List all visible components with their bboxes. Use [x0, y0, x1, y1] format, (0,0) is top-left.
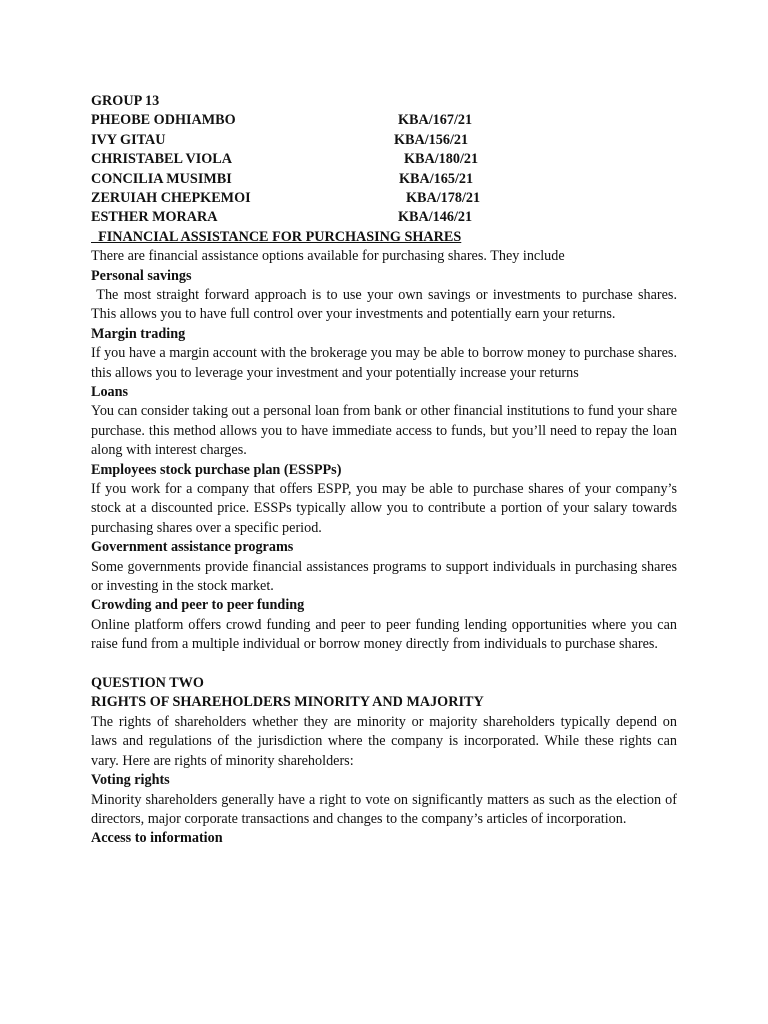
paragraph-espp: If you work for a company that offers ESPP, you may be able to purchase shares of your company’s stock at a discounted price. ESSPs typically allow you to contribute a portion of your salary towards purchasing shares over a specific period. — [91, 481, 677, 536]
member-name: CONCILIA MUSIMBI — [91, 170, 232, 187]
paragraph-voting-rights: Minority shareholders generally have a right to vote on significantly matters as such as the election of directors, major corporate transactions and changes to the company’s articles of incorporation. — [91, 791, 677, 827]
member-reg-number: KBA/165/21 — [399, 170, 474, 187]
subheading-access-to-information: Access to information — [91, 830, 223, 847]
member-row — [91, 189, 677, 208]
paragraph-crowd-funding: Online platform offers crowd funding and peer to peer funding lending opportunities where you can raise fund from a multiple individual or borrow money directly from individuals to purchase shares. — [91, 616, 677, 653]
member-reg-number: KBA/167/21 — [398, 112, 473, 129]
paragraph-government-assistance: Some governments provide financial assistances programs to support individuals in purchasing shares or investing in the stock market. — [91, 558, 677, 595]
group-label: GROUP 13 — [91, 93, 160, 109]
member-name: PHEOBE ODHIAMBO — [91, 112, 236, 129]
member-name: ESTHER MORARA — [91, 209, 218, 226]
subheading-loans: Loans — [91, 384, 129, 400]
blank-line — [91, 655, 677, 674]
question-heading: QUESTION TWO — [91, 675, 204, 692]
subheading-crowd-funding: Crowding and peer to peer funding — [91, 597, 305, 614]
member-row — [91, 170, 677, 189]
subheading-voting-rights: Voting rights — [91, 772, 170, 789]
section-intro: There are financial assistance options available for purchasing shares. They include — [91, 248, 565, 265]
member-name: IVY GITAU — [91, 131, 166, 148]
section-intro: The rights of shareholders whether they are minority or majority shareholders typically depend on laws and regulations of the jurisdiction where the company is incorporated. While these rights can vary. Here are rights of minority shareholders: — [91, 713, 677, 769]
member-reg-number: KBA/146/21 — [398, 209, 473, 226]
paragraph-margin-trading: If you have a margin account with the brokerage you may be able to borrow money to purchase shares. this allows you to leverage your investment and your potentially increase your returns — [91, 345, 677, 381]
paragraph-personal-savings: The most straight forward approach is to use your own savings or investments to purchase shares. This allows you to have full control over your investments and potentially earn your returns. — [91, 286, 681, 323]
subheading-government-assistance: Government assistance programs — [91, 539, 294, 556]
member-reg-number: KBA/180/21 — [404, 151, 479, 168]
subheading-margin-trading: Margin trading — [91, 325, 186, 342]
member-row — [91, 208, 677, 227]
member-row — [91, 150, 677, 169]
member-reg-number: KBA/178/21 — [406, 189, 481, 206]
member-reg-number: KBA/156/21 — [394, 131, 469, 148]
paragraph-loans: You can consider taking out a personal loan from bank or other financial institutions to fund your share purchase. this method allows you to have immediate access to funds, but you’ll need to repay the loan along with interest charges. — [91, 403, 677, 459]
member-name: CHRISTABEL VIOLA — [91, 151, 233, 168]
document-body — [91, 92, 681, 849]
section-title: FINANCIAL ASSISTANCE FOR PURCHASING SHARES — [91, 228, 462, 245]
member-row — [91, 131, 677, 150]
subheading-personal-savings: Personal savings — [91, 267, 192, 284]
member-row — [91, 111, 677, 130]
member-name: ZERUIAH CHEPKEMOI — [91, 189, 251, 206]
section-title: RIGHTS OF SHAREHOLDERS MINORITY AND MAJORITY — [91, 694, 484, 711]
subheading-espp: Employees stock purchase plan (ESSPPs) — [91, 461, 342, 478]
